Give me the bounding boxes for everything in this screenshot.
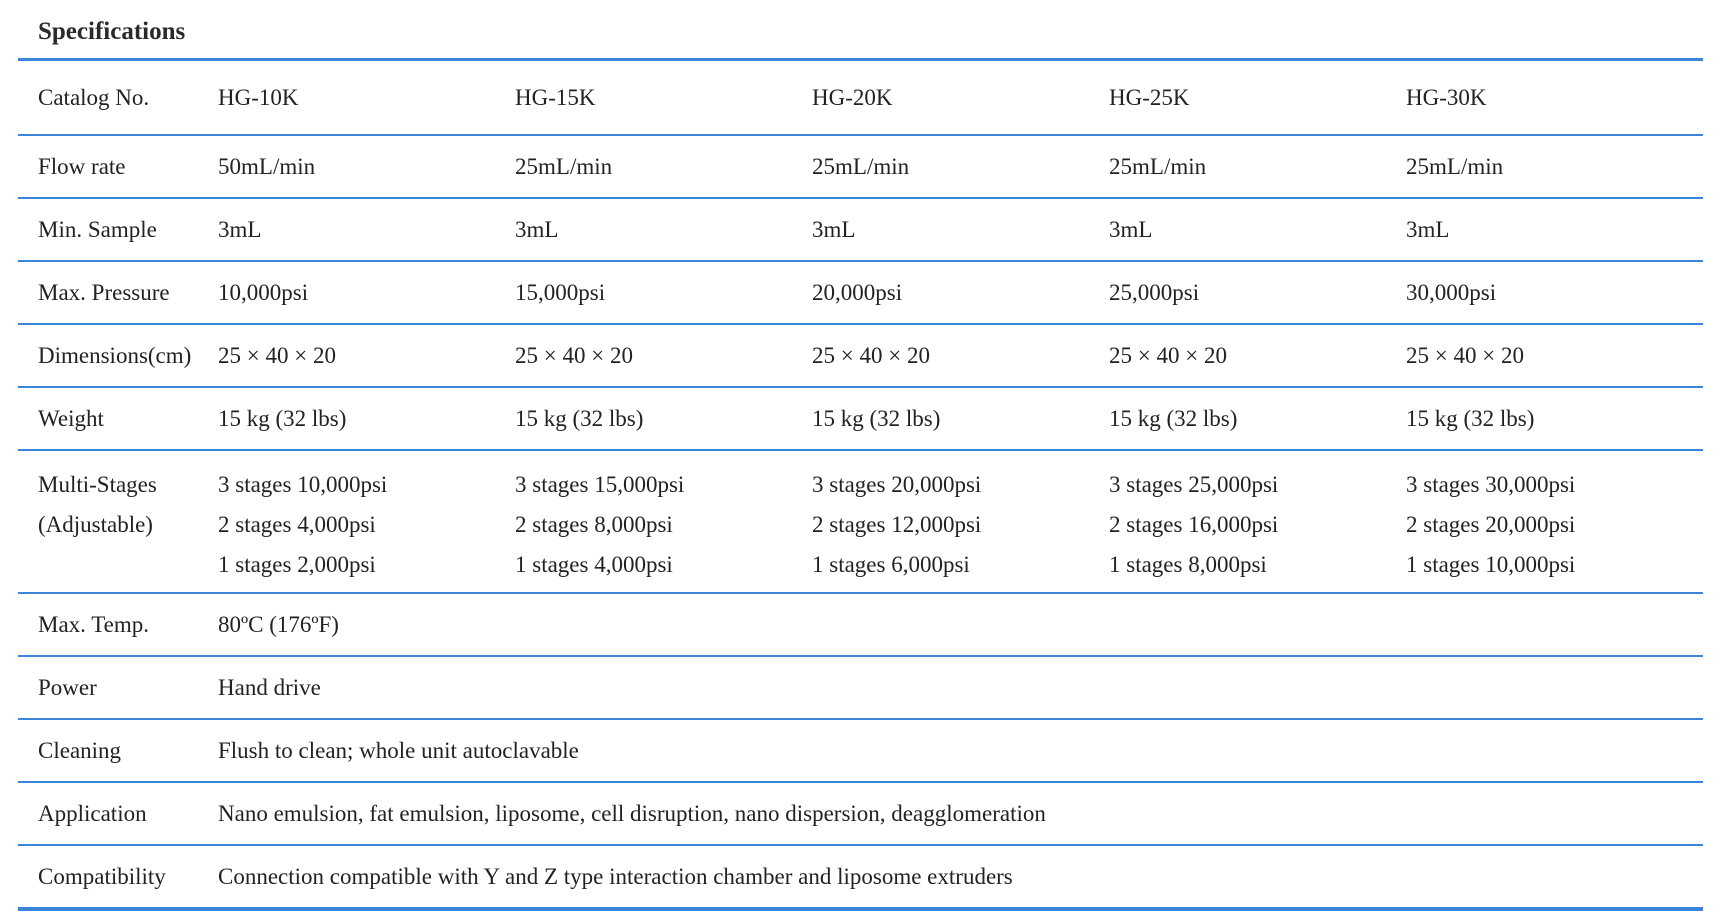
- stage-line: 2 stages 16,000psi: [1109, 512, 1279, 537]
- value-cell: 3mL: [812, 198, 1109, 261]
- value-cell: 30,000psi: [1406, 261, 1703, 324]
- specifications-table: [18, 61, 1703, 911]
- table-row-weight: [18, 387, 1703, 450]
- value-cell: 25,000psi: [1109, 261, 1406, 324]
- stage-line: 1 stages 4,000psi: [515, 552, 673, 577]
- table-row-min-sample: [18, 198, 1703, 261]
- table-row-multi-stages: [18, 450, 1703, 593]
- stages-cell: [515, 450, 812, 593]
- shared-value-cell: Hand drive: [218, 656, 1703, 719]
- table-row-dimensions: [18, 324, 1703, 387]
- model-cell: HG-25K: [1109, 61, 1406, 135]
- stage-line: 1 stages 6,000psi: [812, 552, 970, 577]
- model-cell: HG-30K: [1406, 61, 1703, 135]
- table-row-compatibility: [18, 845, 1703, 909]
- section-title: Specifications: [18, 0, 1703, 61]
- value-cell: 15 kg (32 lbs): [1109, 387, 1406, 450]
- table-row-cleaning: [18, 719, 1703, 782]
- table-row-power: [18, 656, 1703, 719]
- shared-value-cell: Nano emulsion, fat emulsion, liposome, cell disruption, nano dispersion, deagglomeration: [218, 782, 1703, 845]
- stages-cell: [1109, 450, 1406, 593]
- value-cell: 25 × 40 × 20: [1406, 324, 1703, 387]
- value-cell: 15,000psi: [515, 261, 812, 324]
- row-label: Flow rate: [18, 135, 218, 198]
- stage-line: 3 stages 25,000psi: [1109, 472, 1279, 497]
- stage-line: 2 stages 8,000psi: [515, 512, 673, 537]
- value-cell: 25mL/min: [812, 135, 1109, 198]
- value-cell: 15 kg (32 lbs): [515, 387, 812, 450]
- row-label: Dimensions(cm): [18, 324, 218, 387]
- model-cell: HG-15K: [515, 61, 812, 135]
- shared-value-cell: 80ºC (176ºF): [218, 593, 1703, 656]
- value-cell: 25 × 40 × 20: [1109, 324, 1406, 387]
- value-cell: 10,000psi: [218, 261, 515, 324]
- specifications-section: [18, 0, 1703, 911]
- row-label: Power: [18, 656, 218, 719]
- stage-line: 3 stages 10,000psi: [218, 472, 388, 497]
- model-cell: HG-20K: [812, 61, 1109, 135]
- value-cell: 3mL: [515, 198, 812, 261]
- stage-line: 2 stages 4,000psi: [218, 512, 376, 537]
- value-cell: 15 kg (32 lbs): [812, 387, 1109, 450]
- value-cell: 15 kg (32 lbs): [218, 387, 515, 450]
- stages-cell: [1406, 450, 1703, 593]
- row-label-line: Multi-Stages: [38, 472, 157, 497]
- table-row-catalog: [18, 61, 1703, 135]
- stage-line: 1 stages 8,000psi: [1109, 552, 1267, 577]
- value-cell: 15 kg (32 lbs): [1406, 387, 1703, 450]
- row-label: Application: [18, 782, 218, 845]
- stage-line: 1 stages 10,000psi: [1406, 552, 1576, 577]
- shared-value-cell: Flush to clean; whole unit autoclavable: [218, 719, 1703, 782]
- row-label: [18, 450, 218, 593]
- value-cell: 3mL: [218, 198, 515, 261]
- stage-line: 2 stages 12,000psi: [812, 512, 982, 537]
- table-row-application: [18, 782, 1703, 845]
- row-label-line: (Adjustable): [38, 512, 153, 537]
- row-label: Max. Temp.: [18, 593, 218, 656]
- stage-line: 1 stages 2,000psi: [218, 552, 376, 577]
- value-cell: 3mL: [1406, 198, 1703, 261]
- stage-line: 3 stages 15,000psi: [515, 472, 685, 497]
- value-cell: 20,000psi: [812, 261, 1109, 324]
- stages-cell: [812, 450, 1109, 593]
- value-cell: 25mL/min: [515, 135, 812, 198]
- stage-line: 3 stages 30,000psi: [1406, 472, 1576, 497]
- shared-value-cell: Connection compatible with Y and Z type interaction chamber and liposome extruders: [218, 845, 1703, 909]
- table-row-max-pressure: [18, 261, 1703, 324]
- stage-line: 2 stages 20,000psi: [1406, 512, 1576, 537]
- stage-line: 3 stages 20,000psi: [812, 472, 982, 497]
- row-label: Cleaning: [18, 719, 218, 782]
- value-cell: 25 × 40 × 20: [218, 324, 515, 387]
- value-cell: 3mL: [1109, 198, 1406, 261]
- value-cell: 25mL/min: [1406, 135, 1703, 198]
- value-cell: 25mL/min: [1109, 135, 1406, 198]
- value-cell: 25 × 40 × 20: [515, 324, 812, 387]
- row-label: Weight: [18, 387, 218, 450]
- row-label: Catalog No.: [18, 61, 218, 135]
- row-label: Compatibility: [18, 845, 218, 909]
- stages-cell: [218, 450, 515, 593]
- row-label: Min. Sample: [18, 198, 218, 261]
- row-label: Max. Pressure: [18, 261, 218, 324]
- table-row-max-temp: [18, 593, 1703, 656]
- model-cell: HG-10K: [218, 61, 515, 135]
- table-row-flow-rate: [18, 135, 1703, 198]
- value-cell: 25 × 40 × 20: [812, 324, 1109, 387]
- value-cell: 50mL/min: [218, 135, 515, 198]
